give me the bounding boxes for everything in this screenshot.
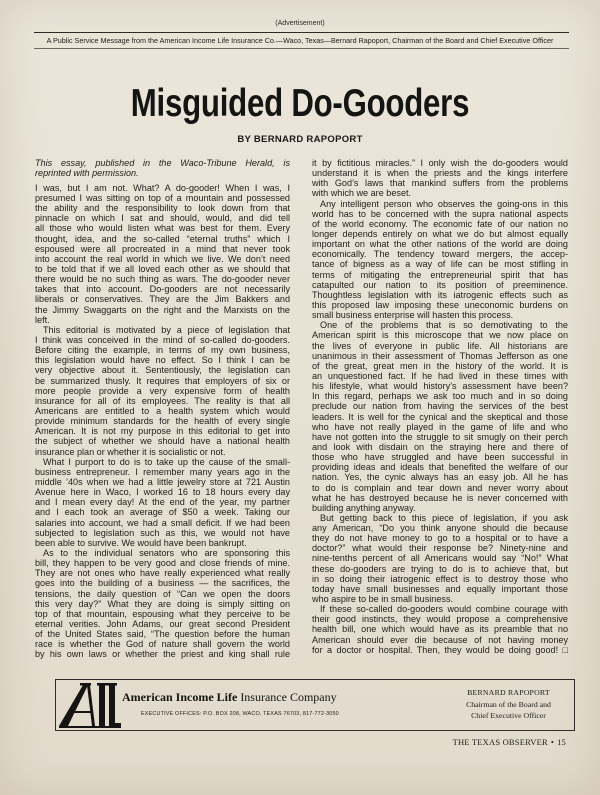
text-line: business entrepreneur. I remember many years ago in the [35,466,290,477]
text-line: goes into the building of a business — the sacrifices, the [35,578,290,589]
text-line: American should ever die because of not having money [312,634,568,645]
text-line: American. It is not my purpose in this editorial to get into [35,426,290,437]
text-line: this legislation would have no effect. So I think I can be [35,355,290,366]
paragraph [35,183,290,325]
text-line: it by fictitious miracles.” I only wish the do-gooders would [312,158,568,168]
text-line: by his own laws or whether the priest and king shall rule [35,649,290,660]
paragraph [35,457,290,548]
text-line: race is whether the God of nature shall govern the world [35,639,290,650]
signer-title-line: Chairman of the Board and [466,699,551,709]
text-line: Any intelligent person who observes the going-ons in this [320,198,568,209]
advertisement-label: (Advertisement) [275,20,325,27]
text-line: who aspire to be in small business. [312,594,454,605]
text-line: nation. Yes, the cynic always has an easy job. All he has [312,472,568,483]
text-line: reprinted with permission. [35,168,139,179]
text-line: to do is complain and tear down and never worry about [312,482,568,493]
text-line: those who have struggled and have been successful in [312,452,568,463]
text-line: insurance plan or whether it is socialistic or not. [35,446,226,457]
text-line: Americans are entitled to a health system which would [35,405,290,416]
text-line: who have not really played in the game of life and who [312,421,568,432]
company-name-bold: American Income Life [122,690,238,704]
text-line: As to the individual senators who are sponsoring this [43,547,290,558]
text-line: and look with disdain on the straying here and there of [312,441,568,452]
text-line: tance of bigness as a way of life can be most stifling in [312,259,568,270]
text-line: thought, idea, and the so-called “eternal truths” which I [35,233,290,244]
text-line: unanimous in their assessment of Thomas Jefferson as one [312,350,568,361]
text-line: doctor?” what would their response be? Ninety-nine and [312,543,568,554]
text-line: to be told that if we all loved each other as we should that [35,264,290,274]
text-line: in so doing their iatrogenic effect is to destroy those who [312,573,568,584]
text-line: their good instincts, they would propose a comprehensive [312,614,568,625]
text-line: takes that into account. Do-gooders are not necessarily [35,284,290,295]
publication-name: THE TEXAS OBSERVER [452,737,548,747]
text-line: leaders. It is well for the cynical and the skeptical and those [312,411,568,422]
text-line: building anything anyway. [312,502,416,513]
text-line: world has to be concerned with the supra national aspects [312,208,568,219]
text-line: more people provide a very expensive form of health [35,385,290,396]
signer-name: BERNARD RAPOPORT [467,688,550,697]
text-line: pinnacle on which I sat and should, would, and did tell [35,213,290,224]
text-line: This editorial is motivated by a piece of legislation that [43,324,290,335]
text-line: This essay, published in the Waco-Tribune Herald, is [35,158,290,168]
text-line: provide minimum standards for the health of every single [35,416,290,427]
text-line: They are not ones who have really experienced what really [35,568,290,579]
footer-separator: • [550,737,555,747]
text-line: I was, but I am not. What? A do-gooder! When I was, I [35,182,290,193]
paragraph [312,158,568,199]
text-line: been able to survive. We would have been bankrupt. [35,537,247,548]
text-line: they do not have money to go to a hospital or to have a [312,533,568,544]
page-footer [453,737,566,747]
text-line: preclude our nation from having the services of the best [312,401,568,412]
text-line: important on what the other nations of the world are doing [312,239,568,250]
text-line: of the great, great men in the history of the world. It is [312,360,568,371]
text-line: longer depends entirely on what we do but almost equally [312,228,568,239]
text-line: any American, “Do you think anyone should die because [312,523,568,534]
signer-block [456,687,561,722]
text-line: with God’s laws that mankind suffers from the problems [312,178,568,189]
text-line: of the United States said, “The question before the human [35,629,290,640]
text-line: and I each took an average of $50 a week. Taking our [35,507,290,518]
text-line: insurance for all of its employees. The reality is that all [35,395,290,406]
text-line: left. [35,314,50,325]
right-column [312,158,568,655]
text-line: the ability and the responsibility to look down from that [35,203,290,214]
text-line: middle ’40s when we had a little jewelry store at 721 Austin [35,476,290,487]
text-line: economically. The tendency toward mergers, the accep- [312,249,568,260]
text-line: Thoughtless legislation with its iatrogenic effects such as [312,289,568,300]
paragraph [312,604,568,655]
text-line: In this regard, perhaps we ask too much and in so doing [312,391,568,402]
text-line: Before citing the example, in terms of my own business, [35,345,290,356]
text-line: What I purport to do is to take up the cause of the small- [43,456,290,467]
public-service-message: A Public Service Message from the American Income Life Insurance Co.—Waco, Texas—Bernard Rapoport, Chairman of the Board and Chief Executive Officer [46,36,554,45]
text-line: very objective about it. Sententiously, the legislation can [35,365,290,376]
text-line: an unquestioned fact. If he had lived in these times with [312,370,568,381]
text-line: the Jimmy Swaggarts on the right and the Marxists on the [35,304,290,315]
header-rule [34,48,569,49]
company-name [122,690,337,704]
text-line: Avenue here in Waco, I worked 16 to 18 hours every day [35,487,290,498]
text-line: eternal verities. John Adams, our great second President [35,618,290,629]
text-line: his lifestyle, what would history’s assessment have been? [312,381,568,392]
text-line: be summarized thusly. It requires that employers of six or [35,375,290,386]
signer-title-line: Chief Executive Officer [471,711,546,720]
company-logo [59,682,121,728]
text-line: If these so-called do-gooders would combine courage with [320,604,568,615]
text-line: But getting back to this piece of legislation, if you ask [320,512,568,523]
text-line: bill, they happen to be very good and close friends of mine. [35,558,290,569]
text-line: top of that mountain, espousing what they perceive to be [35,608,290,619]
text-line: American spirit is this microscope that we now place on [312,330,568,341]
text-line: the lives of everyone in public life. All historians are [312,340,568,351]
text-line: subjected to legislation such as this, we would not have [35,527,290,538]
text-line: nine-tenths percent of all Americans would say “No!” What [312,553,568,564]
text-line: salaries into account, we had a small deficit. If we had been [35,517,290,528]
text-line: catapulted our nation to its position of preeminence. [312,279,568,290]
text-line: espoused were all procreated in a mind that never took [35,243,290,254]
left-column [35,158,290,659]
company-name-light: Insurance Company [240,690,337,704]
paragraph [312,199,568,321]
text-line: for a doctor or hospital. Then, they would be doing good! □ [312,644,568,655]
text-line: have not gotten into the struggle to sit smugly on their perch [312,431,568,442]
text-line: presumed I was sitting on top of a mountain and possessed [35,193,290,204]
text-line: there would be no such thing as wars. The do-gooder never [35,274,290,285]
text-line: small business enterprise will hasten this process. [312,310,514,321]
text-line: and I mean every day! At the end of the year, my partner [35,497,290,508]
text-line: what he has destroyed because he is never concerned with [312,492,568,503]
text-line: tensions, the daily question of “Can we open the doors [35,588,290,599]
paragraph [35,548,290,660]
text-line: understand it is when the priests and the kings interfere [312,168,568,179]
text-line: with which we are beset. [312,188,412,199]
article-byline: BY BERNARD RAPOPORT [237,134,363,145]
text-line: the subject of whether we should have a national health [35,436,290,447]
text-line: health bill, one which would have as its preamble that no [312,624,568,635]
text-line: these do-gooders are trying to do is to achieve that, but [312,563,568,574]
executive-offices-address: EXECUTIVE OFFICES: P.O. BOX 208, WACO, TEXAS 76703, 817-772-3050 [141,711,339,717]
text-line: providing ideas and ideals that benefited the welfare of our [312,462,568,473]
header-rule [34,32,569,33]
text-line: of the world economy. The economic fate of our nation no [312,218,568,229]
text-line: I think was conceived in the mind of so-called do-gooders. [35,334,290,345]
text-line: this proposed law imposing these uneconomic burdens on [312,299,568,310]
text-line: One of the problems that is so demotivating to the [320,320,568,331]
text-line: this very day?” What they are doing is simply sitting on [35,598,290,609]
intro-note [35,158,290,178]
text-line: all those who would listen what was best for them. Every [35,223,290,234]
text-line: terms of mitigating the entrepreneurial spirit that has [312,269,568,280]
text-line: into account the real world in which we live. We don’t need [35,253,290,264]
text-line: today have small businesses and equally important those [312,583,568,594]
article-title: Misguided Do-Gooders [130,82,470,125]
paragraph [35,325,290,457]
paragraph [312,320,568,513]
page-number: 15 [557,737,566,747]
paragraph [312,513,568,604]
text-line: liberals or conservatives. They are the Jim Bakkers and [35,294,290,305]
advertiser-box [55,679,575,731]
